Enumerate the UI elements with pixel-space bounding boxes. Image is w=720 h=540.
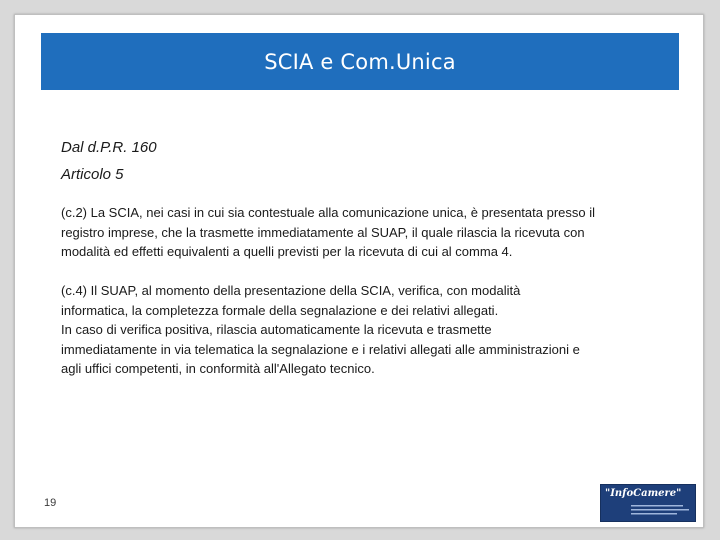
title-bar — [41, 33, 679, 90]
paragraph-line: modalità ed effetti equivalenti a quelli previsti per la ricevuta di cui al comma 4. — [61, 244, 513, 259]
slide — [14, 14, 704, 528]
paragraph-line: immediatamente in via telematica la segnalazione e i relativi allegati alle amministrazioni e — [61, 341, 580, 357]
reference-article: Articolo 5 — [61, 166, 124, 183]
page-number: 19 — [44, 497, 57, 509]
paragraph-line: (c.2) La SCIA, nei casi in cui sia contestuale alla comunicazione unica, è presentata presso il — [61, 205, 596, 220]
paragraph-comma-2 — [61, 203, 661, 262]
infocamere-logo — [600, 484, 696, 522]
paragraph-comma-4 — [61, 281, 661, 379]
slide-title: SCIA e Com.Unica — [264, 49, 456, 74]
paragraph-line: agli uffici competenti, in conformità all'Allegato tecnico. — [61, 361, 375, 376]
reference-decree: Dal d.P.R. 160 — [61, 139, 157, 156]
logo-text: "InfoCamere" — [605, 488, 682, 499]
paragraph-line: (c.4) Il SUAP, al momento della presentazione della SCIA, verifica, con modalità — [61, 283, 521, 298]
paragraph-line: In caso di verifica positiva, rilascia automaticamente la ricevuta e trasmette — [61, 322, 492, 337]
paragraph-line: informatica, la completezza formale della segnalazione e dei relativi allegati. — [61, 302, 499, 318]
paragraph-line: registro imprese, che la trasmette immediatamente al SUAP, il quale rilascia la ricevuta con — [61, 224, 585, 240]
logo-tagline-icon — [631, 504, 691, 516]
